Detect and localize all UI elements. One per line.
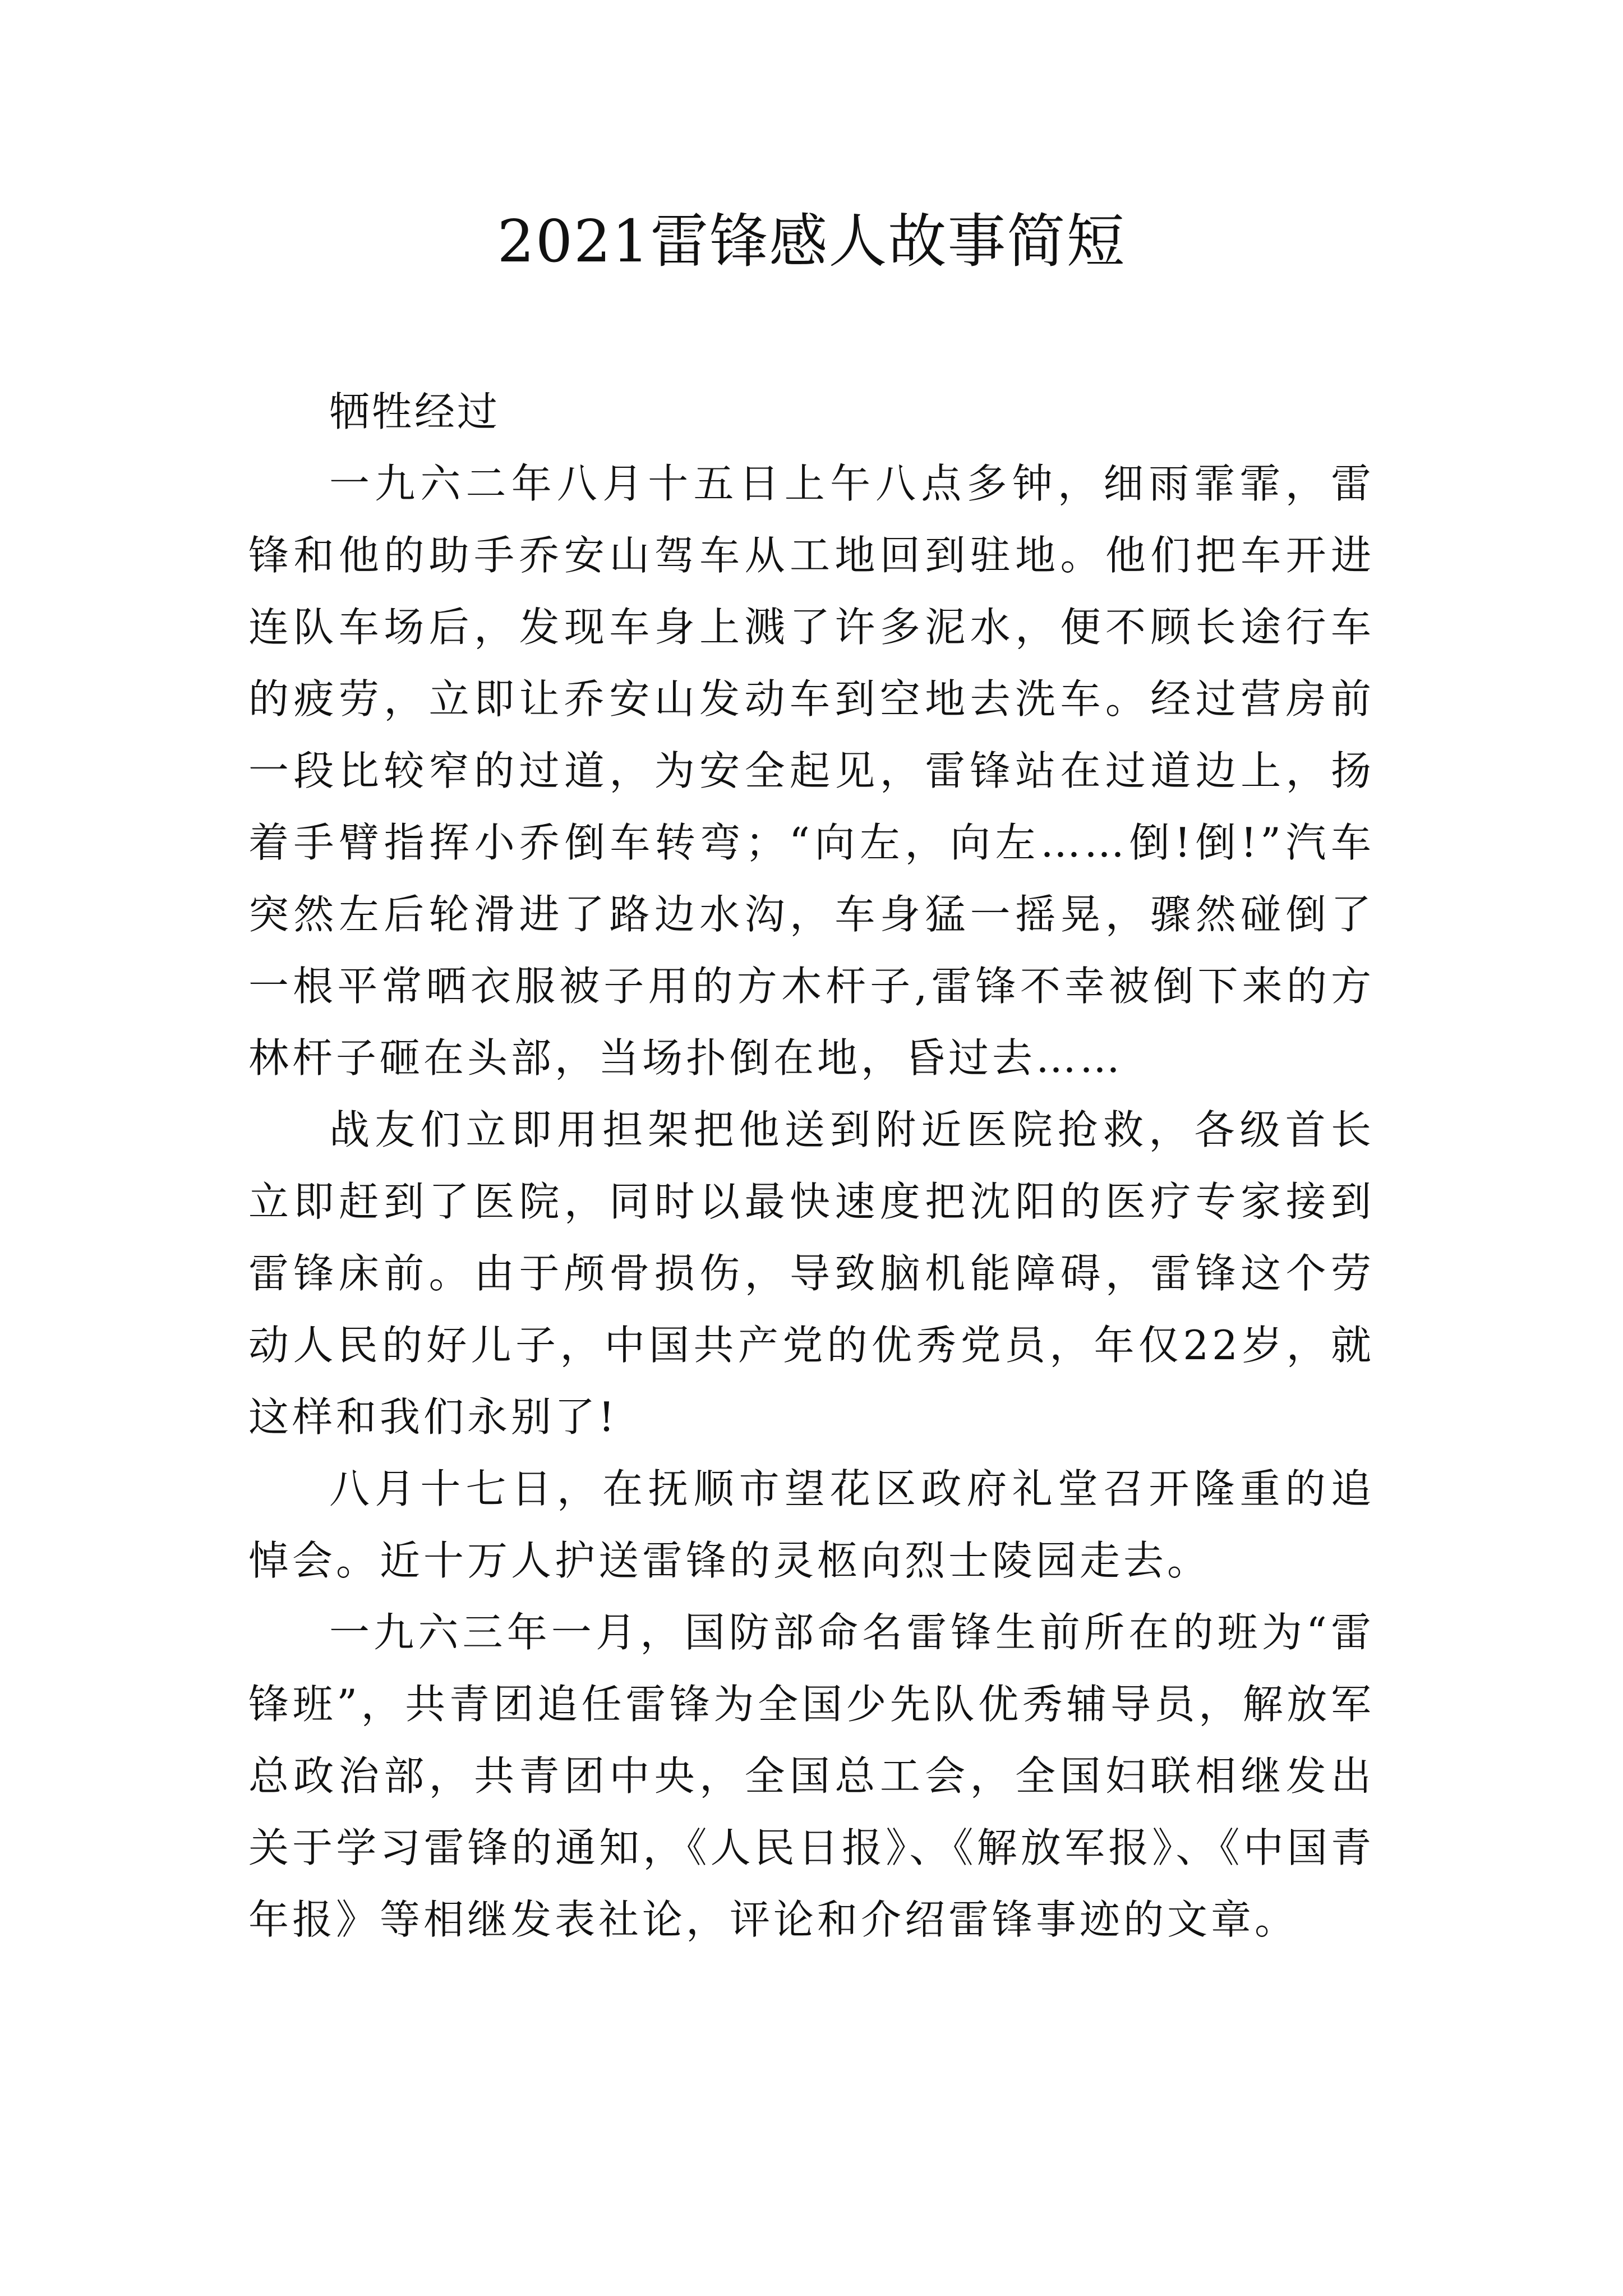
paragraph-sacrifice-account: 一九六二年八月十五日上午八点多钟，细雨霏霏，雷锋和他的助手乔安山驾车从工地回到驻地。他们把车开进连队车场后，发现车身上溅了许多泥水，便不顾长途行车的疲劳，立即让乔安山发动车到空地去洗车。经过营房前一段比较窄的过道，为安全起见，雷锋站在过道边上，扬着手臂指挥小乔倒车转弯；“向左，向左……倒!倒!”汽车突然左后轮滑进了路边水沟，车身猛一摇晃，骤然碰倒了一根平常晒衣服被子用的方木杆子,雷锋不幸被倒下来的方林杆子砸在头部，当场扑倒在地，昏过去……: [248, 460, 1375, 1082]
document-title: 2021雷锋感人故事简短: [497, 207, 1126, 275]
paragraph-memorial-service: 八月十七日，在抚顺市望花区政府礼堂召开隆重的追悼会。近十万人护送雷锋的灵柩向烈士陵园走去。: [248, 1465, 1375, 1584]
document-body: [248, 376, 1375, 1955]
paragraph-national-recognition: 一九六三年一月，国防部命名雷锋生前所在的班为“雷锋班”，共青团追任雷锋为全国少先队优秀辅导员，解放军总政治部，共青团中央，全国总工会，全国妇联相继发出关于学习雷锋的通知，《人民日报》、《解放军报》、《中国青年报》等相继发表社论，评论和介绍雷锋事迹的文章。: [248, 1609, 1375, 1943]
paragraph-hospital-rescue: 战友们立即用担架把他送到附近医院抢救，各级首长立即赶到了医院，同时以最快速度把沈阳的医疗专家接到雷锋床前。由于颅骨损伤，导致脑机能障碍，雷锋这个劳动人民的好儿子，中国共产党的优秀党员，年仅22岁，就这样和我们永别了!: [248, 1106, 1375, 1441]
section-heading: 牺牲经过: [329, 388, 500, 435]
